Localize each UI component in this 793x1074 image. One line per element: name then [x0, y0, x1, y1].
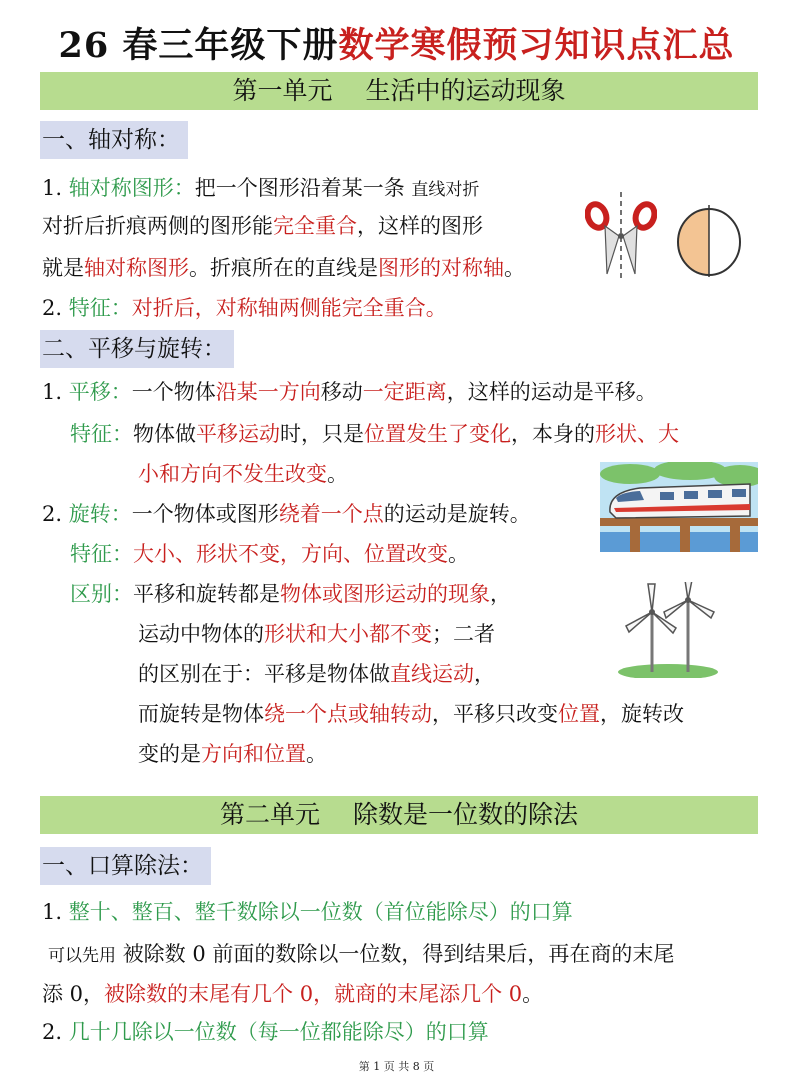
- division-line-3: 添 0，被除数的末尾有几个 0，就商的末尾添几个 0。: [42, 982, 544, 1006]
- page-footer: 第 1 页 共 8 页: [358, 1060, 435, 1073]
- rotation-feature-line: 特征：大小、形状不变，方向、位置改变。: [70, 542, 469, 566]
- axis-line-4: 2. 特征：对折后，对称轴两侧能完全重合。: [42, 296, 447, 320]
- unit-2-header: 第二单元 除数是一位数的除法: [40, 796, 758, 834]
- windmill-icon: [618, 582, 718, 678]
- section-translation-rotation: 二、平移与旋转：: [40, 330, 234, 368]
- translation-feature-line-2: 小和方向不发生改变。: [138, 462, 348, 486]
- section-oral-division: 一、口算除法：: [40, 847, 211, 885]
- translation-feature-line: 特征：物体做平移运动时，只是位置发生了变化，本身的形状、大: [70, 422, 679, 446]
- axis-line-1: 1. 轴对称图形：把一个图形沿着某一条 直线对折: [42, 176, 480, 200]
- division-line-2: 可以先用 被除数 0 前面的数除以一位数，得到结果后，再在商的末尾: [48, 942, 675, 966]
- difference-line-5: 变的是方向和位置。: [138, 742, 327, 766]
- difference-line-3: 的区别在于：平移是物体做直线运动，: [138, 662, 495, 686]
- translation-line-1: 1. 平移：一个物体沿某一方向移动一定距离，这样的运动是平移。: [42, 380, 657, 404]
- difference-line-2: 运动中物体的形状和大小都不变；二者: [138, 622, 495, 646]
- unit-1-header: 第一单元 生活中的运动现象: [40, 72, 758, 110]
- section-axis-symmetry: 一、轴对称：: [40, 121, 188, 159]
- rotation-line-1: 2. 旋转：一个物体或图形绕着一个点的运动是旋转。: [42, 502, 531, 526]
- axis-line-2: 对折后折痕两侧的图形能完全重合，这样的图形: [42, 214, 483, 238]
- page-title: 26 春三年级下册数学寒假预习知识点汇总: [58, 25, 735, 66]
- symmetric-circle-icon: [676, 205, 742, 277]
- division-line-4: 2. 几十几除以一位数（每一位都能除尽）的口算: [42, 1020, 489, 1044]
- axis-line-3: 就是轴对称图形。折痕所在的直线是图形的对称轴。: [42, 256, 525, 280]
- difference-line-1: 区别：平移和旋转都是物体或图形运动的现象，: [70, 582, 511, 606]
- difference-line-4: 而旋转是物体绕一个点或轴转动，平移只改变位置，旋转改: [138, 702, 684, 726]
- scissors-icon: [585, 190, 657, 282]
- division-line-1: 1. 整十、整百、整千数除以一位数（首位能除尽）的口算: [42, 900, 573, 924]
- train-icon: [600, 462, 758, 552]
